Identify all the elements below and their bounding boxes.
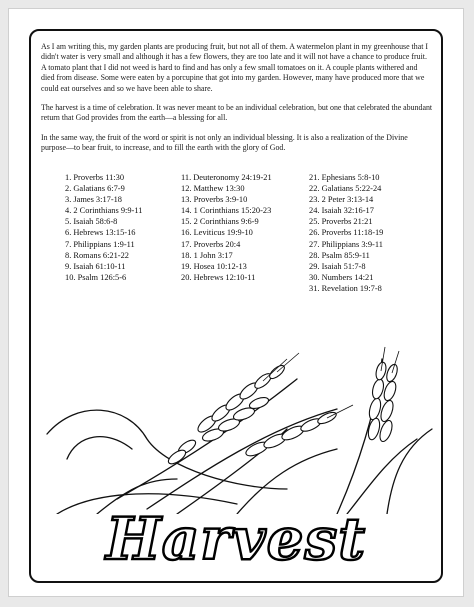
- reading-item: 17. Proverbs 20:4: [181, 239, 241, 249]
- wheat-stalks-icon: [37, 339, 437, 514]
- reading-item: 2. Galatians 6:7-9: [65, 184, 125, 194]
- reading-item: 28. Psalm 85:9-11: [309, 250, 370, 260]
- reading-item: 10. Psalm 126:5-6: [65, 272, 127, 282]
- harvest-title: Harvest: [106, 505, 366, 573]
- reading-item: 31. Revelation 19:7-8: [309, 283, 382, 293]
- reading-list-column-1: [65, 172, 142, 283]
- reading-item: 26. Proverbs 11:18-19: [309, 228, 384, 238]
- reading-item: 24. Isaiah 32:16-17: [309, 206, 374, 216]
- reading-item: 18. 1 John 3:17: [181, 250, 233, 260]
- reading-item: 27. Philippians 3:9-11: [309, 239, 383, 249]
- reading-item: 22. Galatians 5:22-24: [309, 184, 382, 194]
- reading-item: 5. Isaiah 58:6-8: [65, 217, 118, 227]
- reading-item: 7. Philippians 1:9-11: [65, 239, 135, 249]
- intro-paragraph-3: In the same way, the fruit of the word or spirit is not only an individual blessing. It is also a realization of the Divine purpose—to bear fruit, to increase, and to fill the earth with the glory of God.: [41, 132, 408, 153]
- printable-page: [8, 8, 464, 597]
- reading-item: 4. 2 Corinthians 9:9-11: [65, 206, 143, 216]
- reading-item: 30. Numbers 14:21: [309, 272, 374, 282]
- reading-list-column-2: [181, 172, 272, 283]
- intro-paragraph-1: As I am writing this, my garden plants are producing fruit, but not all of them. A watermelon plant in my greenhouse that I didn't water is very small and although it has a few flowers, they are too late and it will not have a chance to produce fruit. A tomato plant that I did not weed is hard to find and has only a few small tomatoes on it. A couple plants withered and died from disease. Some were eaten by a porcupine that got into my garden. However, many have produced more that we could eat ourselves and so we have been able to share.: [41, 42, 428, 93]
- reading-item: 20. Hebrews 12:10-11: [181, 272, 256, 282]
- reading-item: 9. Isaiah 61:10-11: [65, 261, 126, 271]
- reading-item: 11. Deuteronomy 24:19-21: [181, 173, 272, 182]
- reading-list-column-3: [309, 172, 383, 294]
- reading-item: 12. Matthew 13:30: [181, 184, 245, 194]
- reading-item: 19. Hosea 10:12-13: [181, 261, 247, 271]
- reading-item: 13. Proverbs 3:9-10: [181, 195, 248, 205]
- intro-paragraph-2: The harvest is a time of celebration. It was never meant to be an individual celebration, but one that celebrated the abundant return that God provides from the earth—a blessing for all.: [41, 103, 433, 123]
- reading-item: 6. Hebrews 13:15-16: [65, 228, 136, 238]
- reading-item: 16. Leviticus 19:9-10: [181, 228, 253, 238]
- reading-item: 25. Proverbs 21:21: [309, 217, 373, 227]
- reading-item: 23. 2 Peter 3:13-14: [309, 195, 374, 205]
- intro-text: [41, 42, 433, 163]
- reading-item: 14. 1 Corinthians 15:20-23: [181, 206, 272, 216]
- reading-item: 15. 2 Corinthians 9:6-9: [181, 217, 259, 227]
- reading-item: 29. Isaiah 51:7-8: [309, 261, 366, 271]
- reading-item: 3. James 3:17-18: [65, 195, 122, 205]
- reading-item: 21. Ephesians 5:8-10: [309, 173, 380, 182]
- reading-item: 1. Proverbs 11:30: [65, 173, 125, 182]
- reading-item: 8. Romans 6:21-22: [65, 250, 129, 260]
